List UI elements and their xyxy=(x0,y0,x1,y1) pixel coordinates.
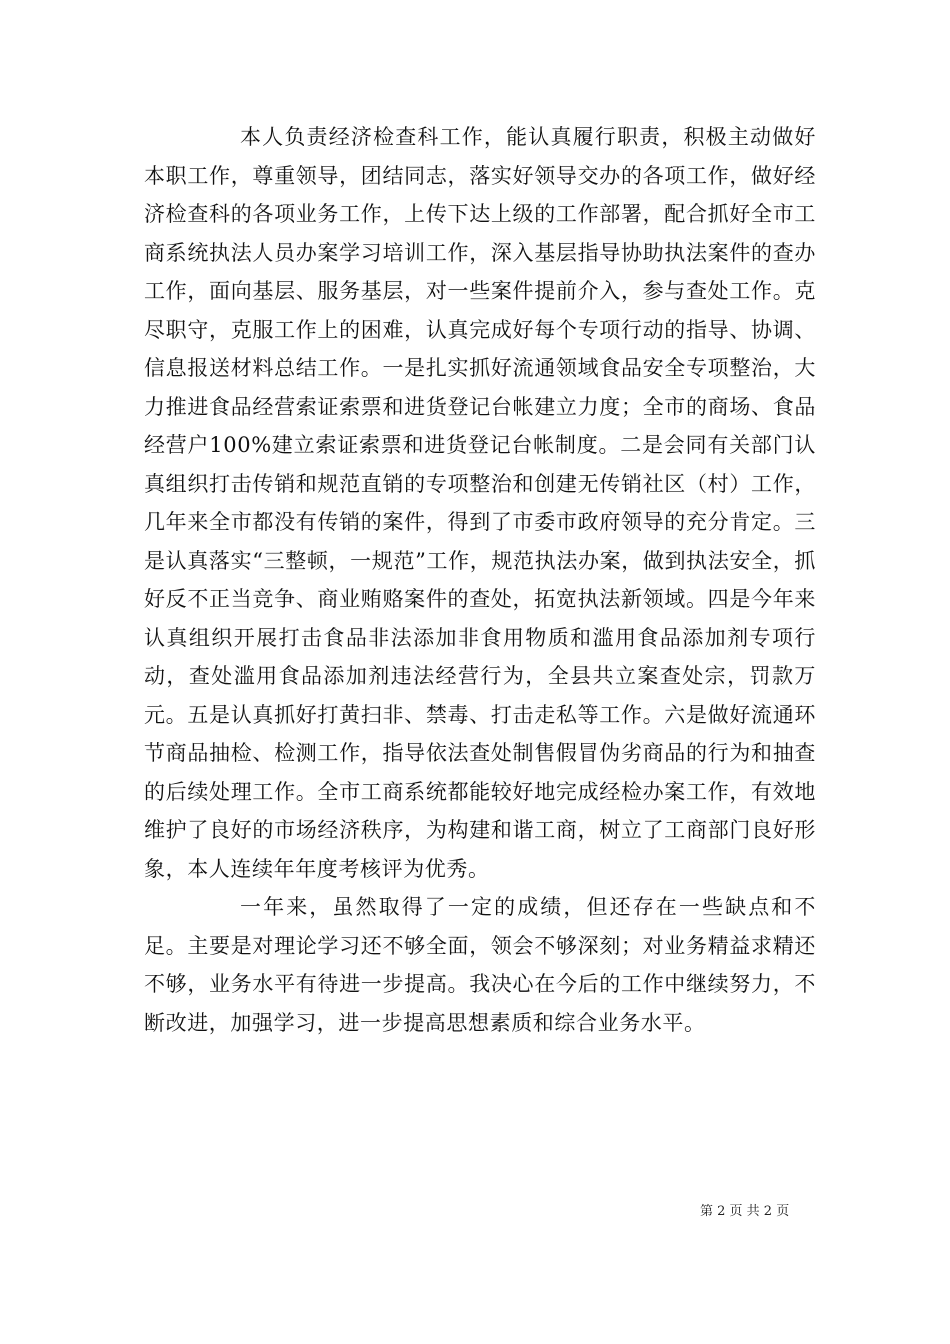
paragraph-work-summary: 本人负责经济检查科工作，能认真履行职责，积极主动做好本职工作，尊重领导，团结同志，落实好领导交办的各项工作，做好经济检查科的各项业务工作，上传下达上级的工作部署，配合抓好全市工商系统执法人员办案学习培训工作，深入基层指导协助执法案件的查办工作，面向基层、服务基层，对一些案件提前介入，参与查处工作。克尽职守，克服工作上的困难，认真完成好每个专项行动的指导、协调、信息报送材料总结工作。一是扎实抓好流通领域食品安全专项整治，大力推进食品经营索证索票和进货登记台帐建立力度；全市的商场、食品经营户100%建立索证索票和进货登记台帐制度。二是会同有关部门认真组织打击传销和规范直销的专项整治和创建无传销社区（村）工作，几年来全市都没有传销的案件，得到了市委市政府领导的充分肯定。三是认真落实“三整顿，一规范”工作，规范执法办案，做到执法安全，抓好反不正当竞争、商业贿赂案件的查处，拓宽执法新领域。四是今年来认真组织开展打击食品非法添加非食用物质和滥用食品添加剂专项行动，查处滥用食品添加剂违法经营行为，全县共立案查处宗，罚款万元。五是认真抓好打黄扫非、禁毒、打击走私等工作。六是做好流通环节商品抽检、检测工作，指导依法查处制售假冒伪劣商品的行为和抽查的后续处理工作。全市工商系统都能较好地完成经检办案工作，有效地维护了良好的市场经济秩序，为构建和谐工商，树立了工商部门良好形象，本人连续年年度考核评为优秀。 xyxy=(144,125,816,881)
page-number-footer: 第 2 页 共 2 页 xyxy=(700,1204,790,1219)
document-body xyxy=(144,118,816,1042)
paragraph-shortcomings: 一年来，虽然取得了一定的成绩，但还存在一些缺点和不足。主要是对理论学习还不够全面，领会不够深刻；对业务精益求精还不够，业务水平有待进一步提高。我决心在今后的工作中继续努力，不断改进，加强学习，进一步提高思想素质和综合业务水平。 xyxy=(144,895,816,1035)
